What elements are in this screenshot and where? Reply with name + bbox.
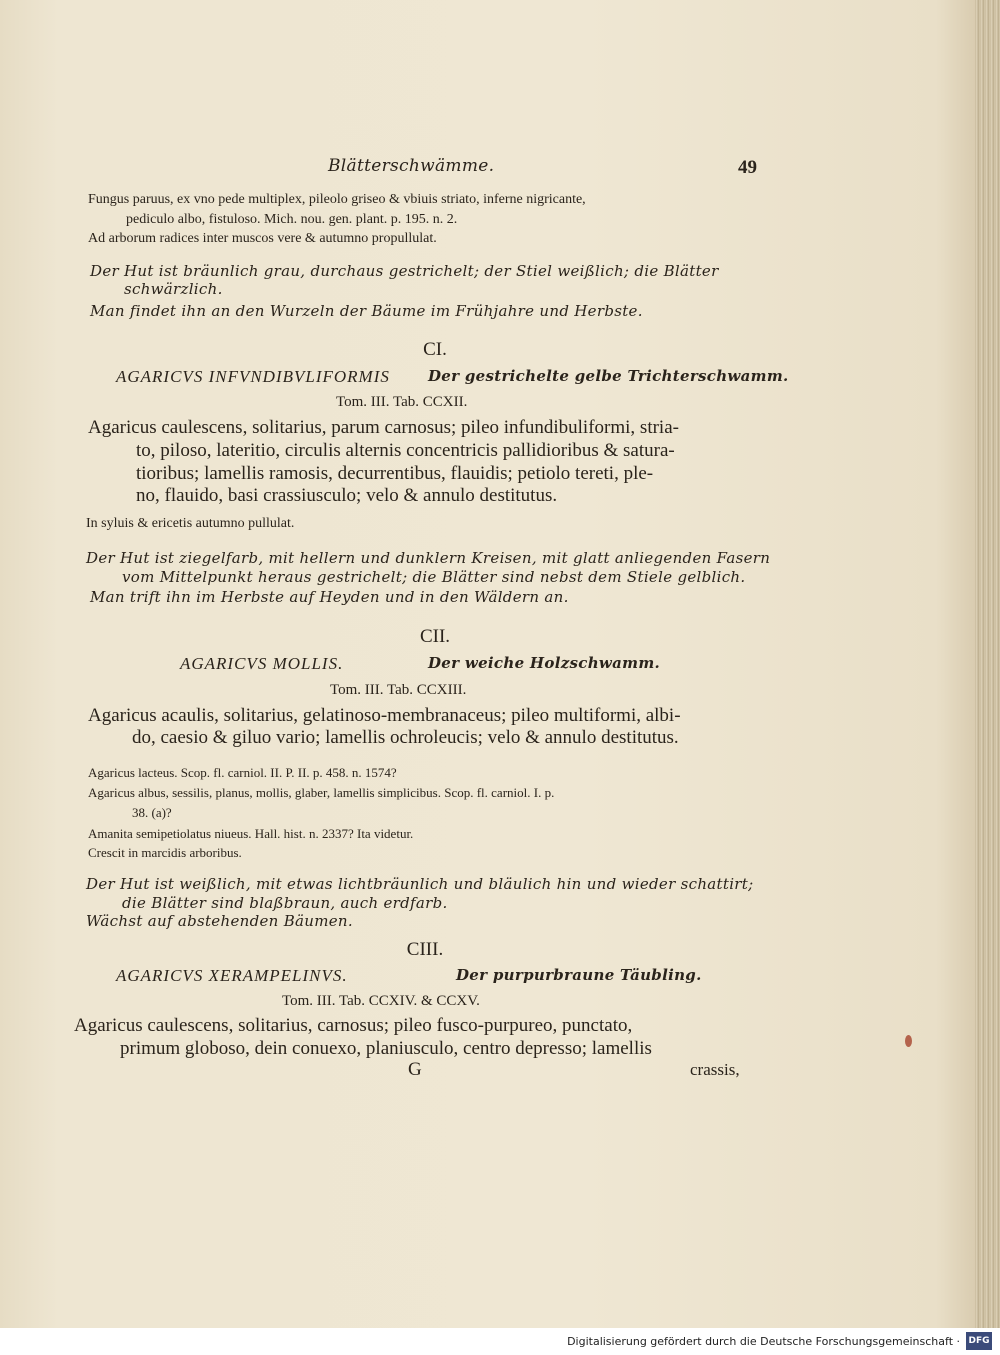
entry-number: CI. [423,339,447,360]
entry-name: AGARICVS XERAMPELINVS. [116,966,348,985]
dfg-logo: DFG [966,1332,992,1350]
description-line: tioribus; lamellis ramosis, decurrentibus, flauidis; petiolo tereti, ple- [136,463,654,484]
intro-german-3: Man findet ihn an den Wurzeln der Bäume im Frühjahre und Herbste. [90,302,643,320]
synonym-line: Amanita semipetiolatus niueus. Hall. hist. n. 2337? Ita videtur. [88,826,414,841]
entry-number: CIII. [406,939,444,960]
description-line: Agaricus caulescens, solitarius, carnosus; pileo fusco-purpureo, punctato, [74,1015,633,1036]
german-text-line: Man trift ihn im Herbste auf Heyden und in den Wäldern an. [90,588,569,606]
footer-credit: Digitalisierung gefördert durch die Deutsche Forschungsgemeinschaft · [567,1335,960,1348]
page-edge [975,0,1000,1328]
description-line: Agaricus acaulis, solitarius, gelatinoso-membranaceus; pileo multiformi, albi- [88,705,681,726]
description-line: to, piloso, lateritio, circulis alternis concentricis pallidioribus & satura- [136,440,675,461]
german-text-line: Der Hut ist ziegelfarb, mit hellern und dunklern Kreisen, mit glatt anliegenden Fasern [86,549,771,567]
habitat-line: In syluis & ericetis autumno pullulat. [86,516,295,531]
synonym-line: Crescit in marcidis arboribus. [88,845,242,860]
entry-reference: Tom. III. Tab. CCXII. [336,394,468,410]
catchword: crassis, [690,1060,740,1079]
signature-mark: G [408,1059,422,1080]
description-line: Agaricus caulescens, solitarius, parum carnosus; pileo infundibuliformi, stria- [88,417,679,438]
synonym-line: Agaricus albus, sessilis, planus, mollis, glaber, lamellis simplicibus. Scop. fl. carniol. I. p. [88,785,555,800]
intro-line-1: Fungus paruus, ex vno pede multiplex, pileolo griseo & vbiuis striato, inferne nigricante, [88,192,586,207]
synonym-line: Agaricus lacteus. Scop. fl. carniol. II. P. II. p. 458. n. 1574? [88,765,397,780]
german-text-line: die Blätter sind blaßbraun, auch erdfarb. [122,894,448,912]
description-line: primum globoso, dein conuexo, planiusculo, centro depresso; lamellis [120,1038,652,1059]
entry-name: AGARICVS MOLLIS. [180,654,344,673]
synonym-line: 38. (a)? [132,805,172,820]
description-line: do, caesio & giluo vario; lamellis ochroleucis; velo & annulo destitutus. [132,727,679,748]
entry-reference: Tom. III. Tab. CCXIV. & CCXV. [282,993,480,1009]
entry-german-name: Der weiche Holzschwamm. [428,654,661,672]
german-text-line: Der Hut ist weißlich, mit etwas lichtbräunlich und bläulich hin und wieder schattirt; [86,875,754,893]
running-head: Blätterschwämme. [328,156,495,176]
entry-german-name: Der purpurbraune Täubling. [456,966,702,984]
description-line: no, flauido, basi crassiusculo; velo & annulo destitutus. [136,485,558,506]
german-text-line: vom Mittelpunkt heraus gestrichelt; die Blätter sind nebst dem Stiele gelblich. [122,568,746,586]
entry-number: CII. [419,626,451,647]
intro-german-1: Der Hut ist bräunlich grau, durchaus gestrichelt; der Stiel weißlich; die Blätter [90,262,719,280]
ink-stain [905,1035,912,1047]
intro-line-3: Ad arborum radices inter muscos vere & autumno propullulat. [88,231,437,246]
intro-line-2: pediculo albo, fistuloso. Mich. nou. gen. plant. p. 195. n. 2. [126,212,458,227]
german-text-line: Wächst auf abstehenden Bäumen. [86,912,353,930]
entry-name: AGARICVS INFVNDIBVLIFORMIS [116,367,390,386]
page-number: 49 [738,157,757,178]
entry-reference: Tom. III. Tab. CCXIII. [330,682,467,698]
entry-german-name: Der gestrichelte gelbe Trichterschwamm. [428,367,789,385]
intro-german-2: schwärzlich. [124,280,223,298]
